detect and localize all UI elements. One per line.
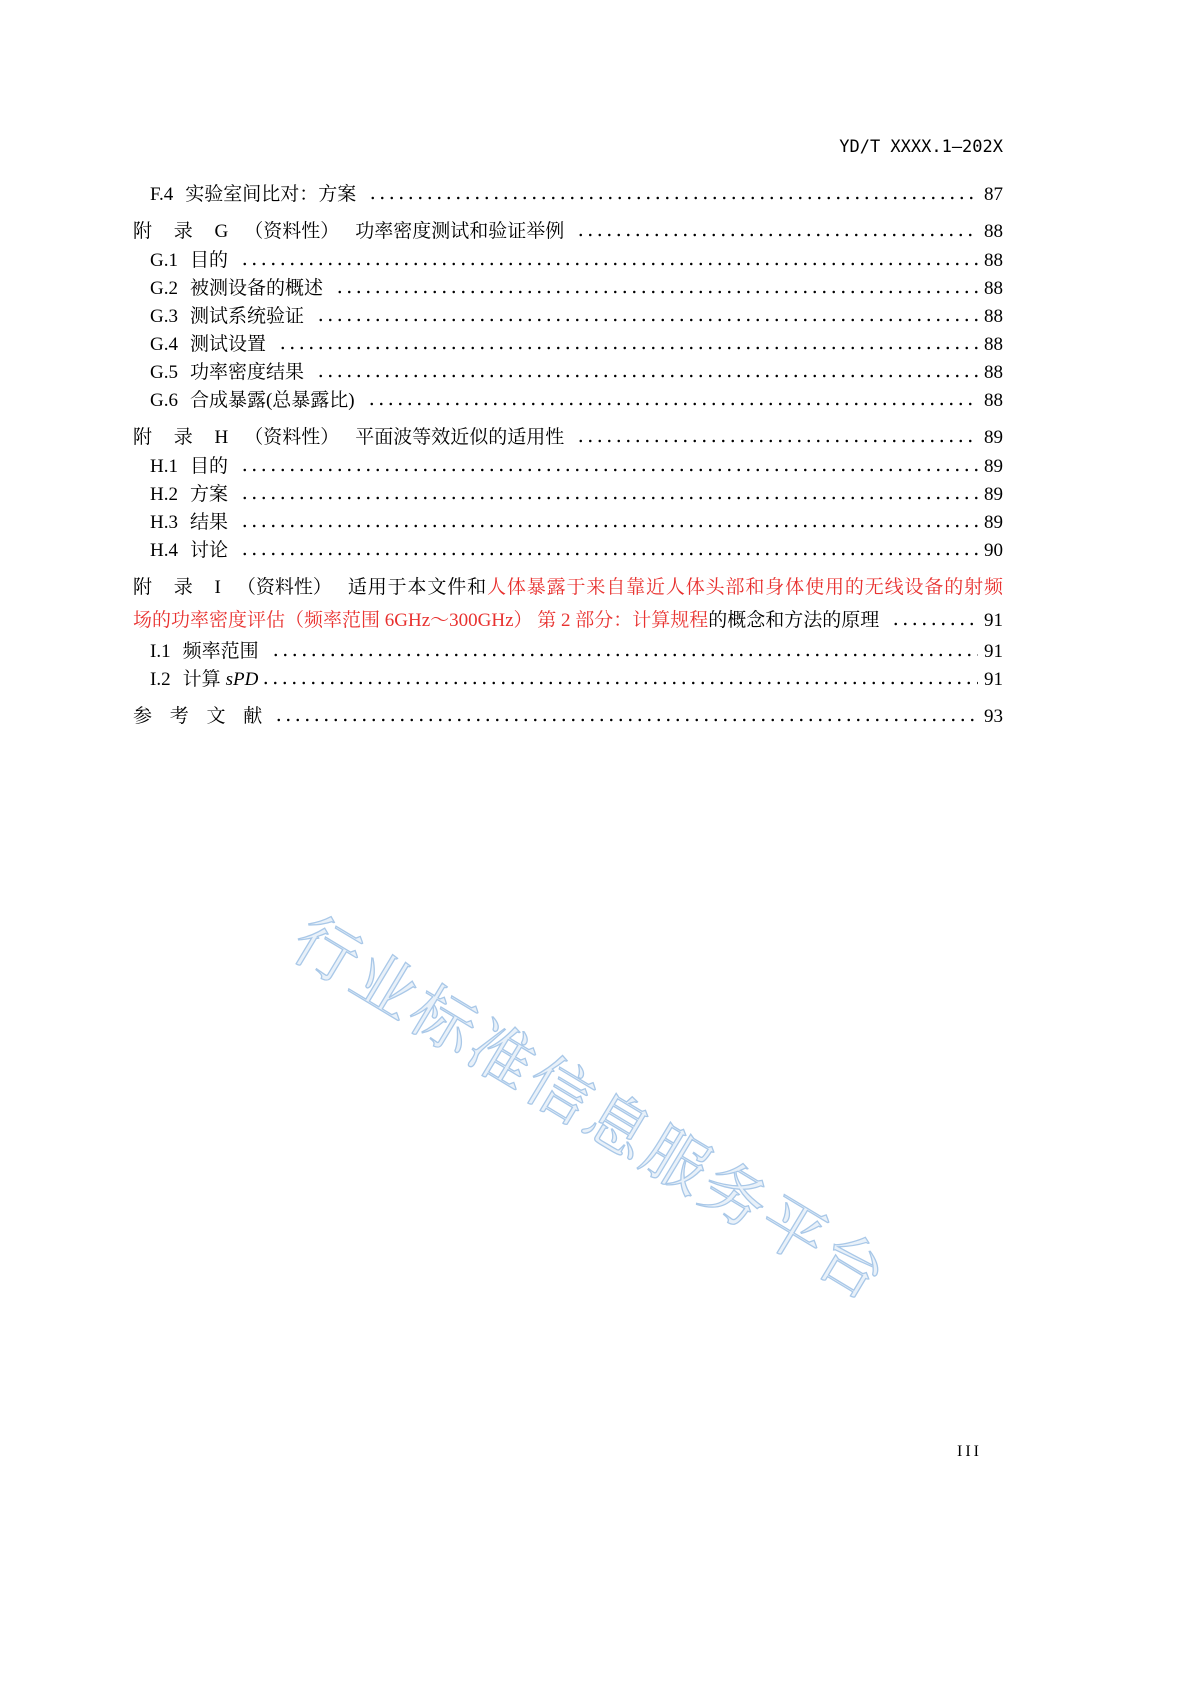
toc-annex-title-continued — [133, 604, 879, 638]
standard-code-header: YD/T XXXX.1—202X — [839, 137, 1003, 157]
table-of-contents — [133, 181, 1003, 732]
toc-page-number: 89 — [984, 427, 1003, 448]
toc-annex-title-line-1 — [133, 571, 1003, 604]
toc-entry-f4[interactable] — [133, 181, 1003, 209]
toc-dot-leader — [576, 233, 978, 237]
toc-annex-title-line-2 — [133, 604, 1003, 638]
toc-entry-title: 合成暴露(总暴露比) — [189, 390, 355, 411]
toc-entry-number: H.4 — [150, 540, 178, 561]
toc-entry-number: H.1 — [150, 456, 178, 477]
toc-dot-leader — [576, 439, 978, 443]
toc-page-number: 91 — [984, 669, 1003, 690]
toc-annex-title-plain: 适用于本文件和 — [347, 577, 487, 598]
toc-page-number: 88 — [984, 306, 1003, 327]
toc-entry-title: 功率密度结果 — [189, 362, 304, 383]
toc-dot-leader — [240, 262, 978, 266]
toc-entry-title: 结果 — [189, 512, 228, 533]
toc-entry-number: I.2 — [150, 669, 171, 690]
toc-dot-leader — [367, 402, 978, 406]
toc-annex-title-plain: 的概念和方法的原理 — [708, 610, 880, 631]
toc-dot-leader — [271, 653, 978, 657]
toc-entry-title: 测试系统验证 — [189, 306, 304, 327]
page-number-footer: III — [957, 1443, 982, 1460]
toc-page-number: 90 — [984, 540, 1003, 561]
toc-entry-title: 被测设备的概述 — [189, 278, 323, 299]
toc-dot-leader — [335, 290, 978, 294]
toc-dot-leader — [316, 318, 978, 322]
toc-entry-number: G.5 — [150, 362, 178, 383]
toc-references-title: 参 考 文 献 — [133, 706, 263, 727]
toc-annex-type: （资料性） — [236, 577, 332, 598]
toc-entry-title: 频率范围 — [182, 641, 259, 662]
toc-page-number: 88 — [984, 334, 1003, 355]
toc-annex-title-highlight: 人体暴露于来自靠近人体头部和身体使用的无线设备的射频 — [487, 577, 1003, 598]
toc-annex-type: （资料性） — [244, 427, 340, 448]
toc-page-number: 88 — [984, 250, 1003, 271]
toc-dot-leader — [240, 552, 978, 556]
toc-page-number: 91 — [984, 641, 1003, 662]
toc-entry-number: H.3 — [150, 512, 178, 533]
toc-entry-title: 方案 — [189, 484, 228, 505]
toc-dot-leader — [274, 718, 978, 722]
toc-entry-h1[interactable] — [133, 453, 1003, 481]
toc-dot-leader — [261, 681, 978, 685]
watermark: 行业标准信息服务平台 — [279, 903, 901, 1317]
toc-page-number: 88 — [984, 362, 1003, 383]
toc-page-number: 88 — [984, 278, 1003, 299]
toc-annex-label: 附 录 G — [133, 221, 229, 242]
toc-entry-title: 讨论 — [189, 540, 228, 561]
toc-entry-number: G.1 — [150, 250, 178, 271]
toc-dot-leader — [240, 496, 978, 500]
toc-entry-annex-h[interactable] — [133, 423, 1003, 453]
toc-dot-leader — [240, 524, 978, 528]
toc-entry-number: I.1 — [150, 641, 171, 662]
toc-entry-g4[interactable] — [133, 331, 1003, 359]
toc-entry-title: 测试设置 — [189, 334, 266, 355]
toc-page-number: 87 — [984, 184, 1003, 205]
toc-dot-leader — [316, 374, 978, 378]
toc-page-number: 89 — [984, 484, 1003, 505]
toc-dot-leader — [368, 196, 978, 200]
toc-entry-h3[interactable] — [133, 509, 1003, 537]
toc-entry-g5[interactable] — [133, 359, 1003, 387]
toc-entry-number: G.4 — [150, 334, 178, 355]
toc-dot-leader — [278, 346, 978, 350]
toc-annex-title-highlight: 场的功率密度评估（频率范围 6GHz～300GHz） 第 2 部分：计算规程 — [133, 610, 709, 631]
toc-annex-label: 附 录 H — [133, 427, 229, 448]
toc-entry-number: H.2 — [150, 484, 178, 505]
toc-entry-i2[interactable] — [133, 666, 1003, 694]
toc-entry-g1[interactable] — [133, 247, 1003, 275]
toc-page-number: 89 — [984, 456, 1003, 477]
toc-entry-number: G.6 — [150, 390, 178, 411]
toc-entry-title: 目的 — [189, 456, 228, 477]
toc-annex-title: 平面波等效近似的适用性 — [355, 427, 565, 448]
toc-page-number: 88 — [984, 221, 1003, 242]
toc-page-number: 91 — [984, 610, 1003, 631]
toc-dot-leader — [240, 468, 978, 472]
toc-annex-type: （资料性） — [244, 221, 340, 242]
toc-entry-number: G.2 — [150, 278, 178, 299]
toc-entry-g2[interactable] — [133, 275, 1003, 303]
toc-entry-title — [183, 666, 259, 694]
toc-entry-number: G.3 — [150, 306, 178, 327]
toc-entry-title-symbol: sPD — [225, 669, 259, 690]
toc-page-number: 88 — [984, 390, 1003, 411]
toc-annex-title — [348, 571, 1003, 604]
toc-page-number: 93 — [984, 706, 1003, 727]
toc-entry-annex-i[interactable] — [133, 571, 1003, 638]
toc-entry-number: F.4 — [150, 184, 174, 205]
toc-annex-title: 功率密度测试和验证举例 — [355, 221, 565, 242]
toc-dot-leader — [891, 622, 978, 626]
toc-annex-label: 附 录 I — [133, 577, 221, 598]
toc-entry-g3[interactable] — [133, 303, 1003, 331]
toc-entry-h2[interactable] — [133, 481, 1003, 509]
toc-entry-title-text: 计算 — [182, 669, 221, 690]
toc-entry-title: 实验室间比对：方案 — [185, 184, 357, 205]
toc-page-number: 89 — [984, 512, 1003, 533]
toc-entry-references[interactable] — [133, 702, 1003, 732]
toc-entry-i1[interactable] — [133, 638, 1003, 666]
toc-entry-annex-g[interactable] — [133, 217, 1003, 247]
toc-entry-g6[interactable] — [133, 387, 1003, 415]
toc-entry-title: 目的 — [189, 250, 228, 271]
toc-entry-h4[interactable] — [133, 537, 1003, 565]
